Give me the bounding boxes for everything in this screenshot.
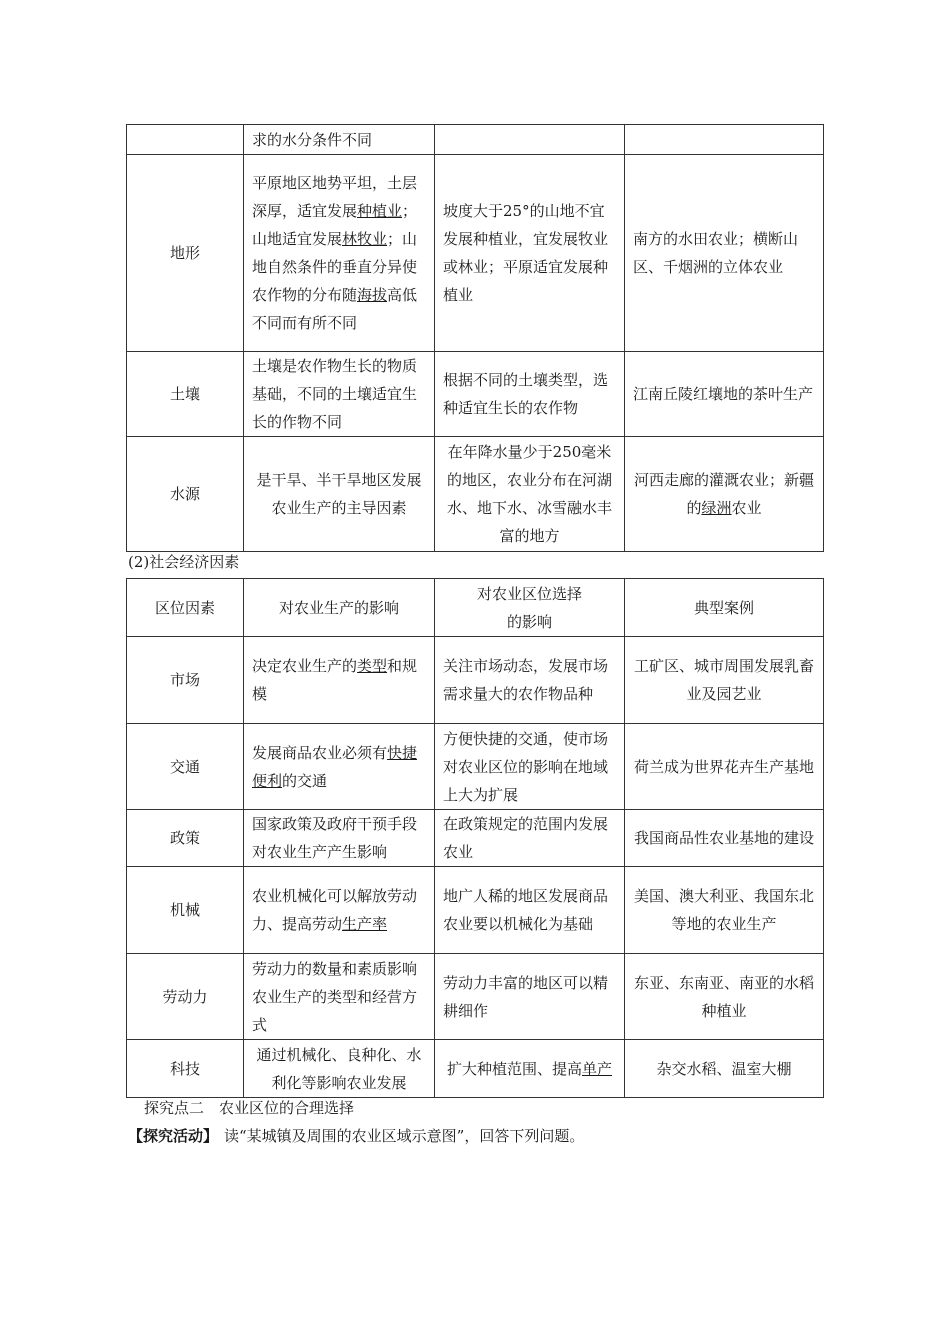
influence-cell: 土壤是农作物生长的物质基础，不同的土壤适宜生长的作物不同 [244,352,435,437]
underlined-term: 单产 [582,1059,613,1078]
factor-cell: 水源 [127,437,244,552]
factor-cell: 机械 [127,867,244,954]
text-span: 农业 [731,499,762,517]
text-span: 平原地区地势平坦，土层深厚，适宜发展 [252,174,418,220]
selection-cell: 在年降水量少于250毫米的地区，农业分布在河湖水、地下水、冰雪融水丰富的地方 [435,437,625,552]
section-heading: 探究点二 农业区位的合理选择 [144,1099,355,1117]
socioeconomic-factors-table [126,578,824,1098]
influence-cell: 通过机械化、良种化、水利化等影响农业发展 [244,1040,435,1098]
example-cell: 杂交水稻、温室大棚 [625,1040,824,1098]
selection-cell: 方便快捷的交通，使市场对农业区位的影响在地域上大为扩展 [435,724,625,810]
text-span: 发展商品农业必须有 [252,743,388,762]
table-row [127,954,824,1040]
example-cell [625,437,824,552]
column-header: 典型案例 [625,579,824,637]
selection-cell: 地广人稀的地区发展商品农业要以机械化为基础 [435,867,625,954]
example-cell: 工矿区、城市周围发展乳畜业及园艺业 [625,637,824,724]
influence-cell: 求的水分条件不同 [244,125,435,155]
selection-cell: 关注市场动态，发展市场需求量大的农作物品种 [435,637,625,724]
example-cell: 我国商品性农业基地的建设 [625,810,824,867]
text-span: 决定农业生产的 [252,657,358,675]
influence-cell: 是干旱、半干旱地区发展农业生产的主导因素 [244,437,435,552]
underlined-term: 生产率 [342,915,388,933]
factor-cell: 市场 [127,637,244,724]
factor-cell [127,125,244,155]
table-row [127,352,824,437]
column-header: 对农业生产的影响 [244,579,435,637]
factor-cell: 政策 [127,810,244,867]
text-span: ；山地自然条件的垂直分异使农作物的分布随 [252,230,418,304]
selection-cell: 坡度大于25°的山地不宜发展种植业，宜发展牧业或林业；平原适宜发展种植业 [435,155,625,352]
activity-label: 【探究活动】 [128,1127,219,1145]
table-row [127,810,824,867]
underlined-term: 类型 [357,657,388,675]
text-span: 和规模 [252,657,418,703]
table-row [127,125,824,155]
example-cell: 南方的水田农业；横断山区、千烟洲的立体农业 [625,155,824,352]
influence-cell: 国家政策及政府干预手段对农业生产产生影响 [244,810,435,867]
example-cell: 荷兰成为世界花卉生产基地 [625,724,824,810]
underlined-term: 快捷便利 [252,743,418,790]
underlined-term: 种植业 [357,202,403,220]
activity-text: 读“某城镇及周围的农业区域示意图”，回答下列问题。 [224,1127,585,1145]
underlined-term: 海拔 [357,286,388,304]
example-cell: 东亚、东南亚、南亚的水稻种植业 [625,954,824,1040]
table-row [127,867,824,954]
selection-cell: 在政策规定的范围内发展农业 [435,810,625,867]
selection-cell [435,125,625,155]
text-span: 的交通 [282,771,328,790]
selection-cell: 劳动力丰富的地区可以精耕细作 [435,954,625,1040]
factor-cell: 交通 [127,724,244,810]
table-row [127,724,824,810]
text-span: ；山地适宜发展 [252,202,418,248]
selection-cell: 根据不同的土壤类型，选种适宜生长的农作物 [435,352,625,437]
factor-cell: 地形 [127,155,244,352]
underlined-term: 林牧业 [342,230,388,248]
factor-cell: 科技 [127,1040,244,1098]
influence-cell: 劳动力的数量和素质影响农业生产的类型和经营方式 [244,954,435,1040]
column-header: 区位因素 [127,579,244,637]
text-span: 高低不同而有所不同 [252,286,418,332]
influence-cell [244,724,435,810]
influence-cell [244,637,435,724]
influence-cell [244,867,435,954]
underlined-term: 绿洲 [701,499,732,517]
table-row [127,1040,824,1098]
column-header: 对农业区位选择的影响 [435,579,625,637]
influence-cell [244,155,435,352]
example-cell: 江南丘陵红壤地的茶叶生产 [625,352,824,437]
table-row [127,437,824,552]
example-cell [625,125,824,155]
activity-paragraph [128,1126,584,1146]
table-row [127,155,824,352]
factor-cell: 劳动力 [127,954,244,1040]
table-header-row [127,579,824,637]
text-span: 扩大种植范围、提高 [446,1059,582,1078]
table-row [127,637,824,724]
text-span: 河西走廊的灌溉农业；新疆的 [633,471,814,517]
section-caption: (2)社会经济因素 [128,553,240,571]
example-cell: 美国、澳大利亚、我国东北等地的农业生产 [625,867,824,954]
selection-cell [435,1040,625,1098]
natural-factors-table [126,124,824,552]
text-span: 农业机械化可以解放劳动力、提高劳动 [252,887,418,933]
factor-cell: 土壤 [127,352,244,437]
